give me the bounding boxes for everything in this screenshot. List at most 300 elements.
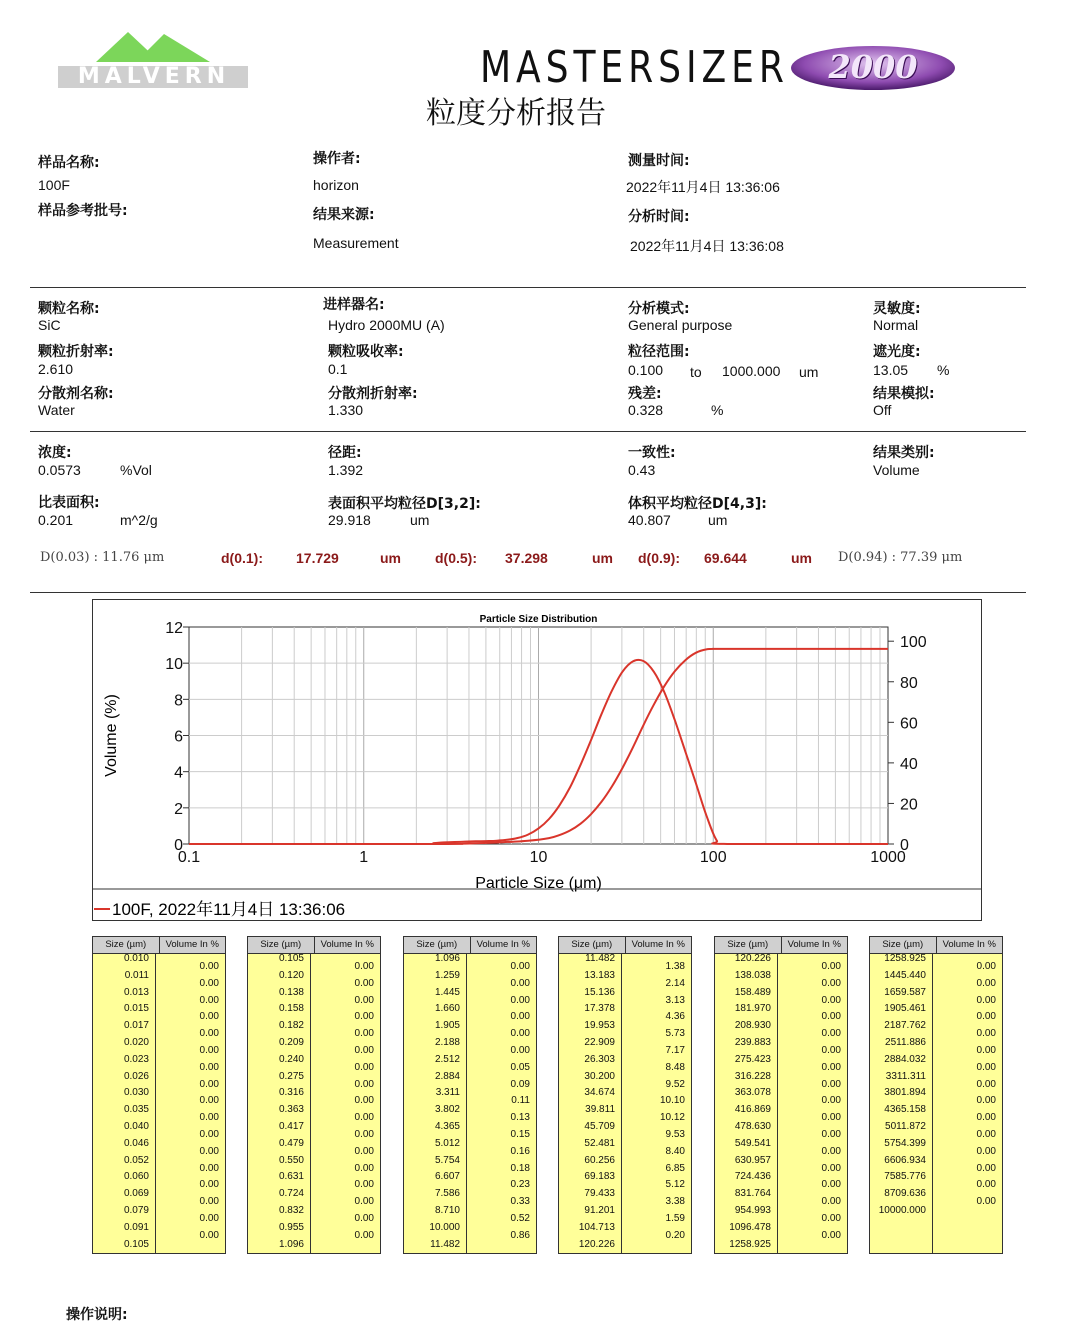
sample-batch-label: 样品参考批号: — [38, 203, 128, 219]
volume-cell: 0.52 — [510, 1213, 530, 1224]
y2-tick-label: 60 — [900, 715, 918, 733]
operator-value: horizon — [313, 177, 359, 193]
volume-cell: 0.11 — [511, 1095, 530, 1107]
size-cell: 39.811 — [585, 1104, 615, 1116]
size-cell: 0.017 — [123, 1020, 149, 1032]
volume-cell: 4.36 — [665, 1011, 685, 1023]
volume-cell: 0.23 — [510, 1179, 530, 1191]
size-cell: 954.993 — [734, 1205, 771, 1216]
size-cell: 45.709 — [584, 1121, 615, 1132]
volume-cell: 5.12 — [665, 1179, 685, 1191]
table-header — [559, 937, 691, 954]
volume-header: Volume In % — [631, 939, 685, 950]
x-tick-label: 10 — [529, 849, 548, 866]
size-cell: 17.378 — [584, 1003, 615, 1015]
d094-value: D(0.94) : 77.39 μm — [838, 550, 963, 565]
accessory-label: 进样器名: — [323, 297, 385, 313]
emulation-label: 结果模拟: — [873, 386, 935, 402]
size-cell: 0.479 — [278, 1137, 304, 1149]
size-cell: 1.905 — [434, 1020, 460, 1032]
volume-cell: 6.85 — [665, 1162, 685, 1174]
volume-cell: 0.00 — [821, 1028, 841, 1040]
size-cell: 7585.776 — [884, 1171, 926, 1183]
volume-cell: 0.00 — [354, 1145, 374, 1157]
size-range-unit: um — [799, 364, 819, 380]
obscuration-unit: % — [937, 362, 950, 378]
measure-time-label: 测量时间: — [628, 153, 690, 169]
size-cell: 1905.461 — [884, 1003, 926, 1015]
volume-cell: 0.00 — [821, 1112, 841, 1124]
x-tick-label: 0.1 — [177, 849, 201, 866]
size-cell: 0.138 — [278, 986, 304, 998]
size-cell: 0.040 — [123, 1121, 149, 1132]
span-label: 径距: — [328, 445, 362, 461]
psd-chart — [92, 599, 982, 921]
volume-cell: 0.18 — [510, 1162, 530, 1174]
dispersant-label: 分散剂名称: — [38, 386, 114, 402]
size-range-to: to — [690, 364, 702, 380]
volume-cell: 0.00 — [821, 994, 841, 1006]
result-table — [247, 936, 381, 1254]
analysis-mode-label: 分析模式: — [628, 301, 690, 317]
volume-cell: 0.00 — [199, 977, 219, 989]
concentration-label: 浓度: — [38, 445, 72, 461]
sensitivity-value: Normal — [873, 317, 919, 333]
volume-cell: 0.15 — [510, 1129, 530, 1140]
volume-cell: 0.00 — [821, 1229, 841, 1241]
particle-name-label: 颗粒名称: — [38, 301, 100, 317]
result-table — [714, 936, 848, 1254]
volume-cell: 0.00 — [976, 1196, 996, 1208]
ri-value: 2.610 — [38, 361, 74, 377]
malvern-logo — [58, 28, 250, 92]
concentration-value: 0.0573 — [38, 462, 81, 478]
size-cell: 104.713 — [578, 1221, 615, 1233]
x-axis-label: Particle Size (μm) — [475, 875, 602, 892]
volume-cell: 7.17 — [665, 1045, 685, 1056]
d01-label: d(0.1): — [221, 550, 263, 566]
size-cell: 0.060 — [123, 1171, 149, 1183]
volume-cell: 0.00 — [976, 1145, 996, 1157]
size-cell: 10000.000 — [878, 1205, 926, 1216]
uniformity-value: 0.43 — [628, 462, 656, 478]
y2-tick-label: 0 — [900, 837, 909, 854]
particle-name-value: SiC — [38, 317, 61, 333]
volume-cell: 9.52 — [665, 1078, 685, 1090]
size-range-max: 1000.000 — [722, 363, 781, 379]
size-cell: 1096.478 — [729, 1221, 771, 1233]
d01-unit: um — [380, 550, 401, 566]
size-cell: 0.023 — [123, 1053, 149, 1065]
size-cell: 138.038 — [734, 969, 771, 981]
volume-cell: 10.10 — [659, 1095, 685, 1107]
volume-cell: 0.00 — [354, 1061, 374, 1073]
volume-cell: 0.00 — [821, 1061, 841, 1073]
volume-cell: 0.00 — [976, 961, 996, 972]
size-cell: 0.030 — [123, 1087, 149, 1099]
volume-cell: 9.53 — [665, 1129, 685, 1140]
y2-tick-label: 40 — [900, 755, 918, 773]
divider-3 — [30, 592, 1026, 593]
d09-value: 69.644 — [704, 550, 747, 566]
product-badge — [790, 44, 956, 92]
d32-label: 表面积平均粒径D[3,2]: — [328, 496, 481, 512]
volume-cell: 0.00 — [199, 1179, 219, 1191]
size-cell: 6606.934 — [884, 1154, 926, 1166]
size-cell: 19.953 — [584, 1020, 615, 1032]
dispersant-value: Water — [38, 402, 75, 418]
volume-cell: 0.33 — [510, 1196, 530, 1208]
product-name: MASTERSIZER — [480, 42, 789, 93]
size-header: Size (µm) — [248, 937, 315, 953]
size-cell: 0.105 — [123, 1238, 149, 1250]
volume-cell: 0.00 — [354, 1229, 374, 1241]
operator-label: 操作者: — [313, 151, 361, 167]
volume-cell: 0.16 — [510, 1145, 530, 1157]
obscuration-label: 遮光度: — [873, 344, 921, 360]
size-cell: 0.955 — [278, 1221, 304, 1233]
volume-header: Volume In % — [476, 939, 530, 950]
result-source-label: 结果来源: — [313, 207, 375, 223]
y-axis-label: Volume (%) — [103, 694, 120, 777]
result-table — [92, 936, 226, 1254]
size-cell: 3311.311 — [885, 1070, 926, 1082]
volume-cell: 0.09 — [510, 1078, 530, 1090]
size-cell: 0.120 — [278, 969, 304, 981]
volume-cell: 0.00 — [821, 1129, 841, 1140]
size-cell: 478.630 — [734, 1121, 771, 1132]
volume-cell: 0.20 — [665, 1229, 685, 1241]
size-cell: 60.256 — [584, 1154, 615, 1166]
d43-label: 体积平均粒径D[4,3]: — [628, 496, 767, 512]
volume-cell: 0.00 — [510, 977, 530, 989]
result-table — [558, 936, 692, 1254]
result-table — [869, 936, 1003, 1254]
volume-cell: 0.00 — [199, 1162, 219, 1174]
size-cell: 0.158 — [278, 1003, 304, 1015]
result-units-label: 结果类别: — [873, 445, 935, 461]
size-header: Size (µm) — [559, 937, 626, 953]
volume-header: Volume In % — [787, 939, 841, 950]
size-cell: 416.869 — [734, 1104, 771, 1116]
divider-1 — [30, 287, 1026, 288]
volume-cell: 0.00 — [354, 1129, 374, 1140]
size-range-min: 0.100 — [628, 362, 664, 378]
size-cell: 5.754 — [434, 1154, 460, 1166]
sensitivity-label: 灵敏度: — [873, 301, 921, 317]
d05-label: d(0.5): — [435, 550, 477, 566]
y-tick-label: 8 — [174, 692, 183, 710]
y-tick-label: 0 — [174, 837, 183, 854]
residual-value: 0.328 — [628, 402, 664, 418]
sample-name-value: 100F — [38, 177, 70, 193]
d01-value: 17.729 — [296, 550, 339, 566]
d43-value: 40.807 — [628, 512, 671, 528]
volume-cell: 0.00 — [510, 1028, 530, 1040]
table-header — [715, 937, 847, 954]
ssa-label: 比表面积: — [38, 495, 100, 511]
size-cell: 0.035 — [123, 1104, 149, 1116]
volume-cell: 0.00 — [354, 977, 374, 989]
size-cell: 1.096 — [278, 1238, 304, 1250]
size-cell: 15.136 — [584, 986, 615, 998]
y-tick-label: 2 — [174, 800, 183, 818]
result-source-value: Measurement — [313, 235, 399, 251]
residual-unit: % — [711, 402, 724, 418]
size-cell: 120.226 — [734, 953, 771, 964]
volume-cell: 0.05 — [510, 1061, 530, 1073]
malvern-logo-text: MALVERN — [77, 64, 231, 89]
size-cell: 0.724 — [278, 1188, 304, 1200]
d003-value: D(0.03) : 11.76 μm — [40, 550, 165, 565]
size-cell: 8.710 — [434, 1205, 460, 1216]
size-range-label: 粒径范围: — [628, 344, 690, 360]
analysis-time-label: 分析时间: — [628, 209, 690, 225]
size-cell: 0.631 — [278, 1171, 304, 1183]
size-cell: 158.489 — [734, 986, 771, 998]
size-header: Size (µm) — [870, 937, 937, 953]
size-cell: 0.010 — [123, 953, 149, 964]
volume-cell: 0.00 — [976, 1011, 996, 1023]
size-cell: 0.363 — [278, 1104, 304, 1116]
emulation-value: Off — [873, 402, 892, 418]
size-cell: 26.303 — [584, 1053, 615, 1065]
analysis-time-value: 2022年11月4日 13:36:08 — [630, 238, 784, 254]
volume-cell: 0.86 — [510, 1229, 530, 1241]
volume-cell: 0.00 — [354, 994, 374, 1006]
volume-cell: 0.00 — [510, 1011, 530, 1023]
volume-cell: 0.00 — [199, 1045, 219, 1056]
x-tick-label: 1 — [359, 849, 369, 866]
volume-cell: 0.00 — [821, 977, 841, 989]
volume-cell: 0.00 — [821, 1045, 841, 1056]
legend-label: 100F, 2022年11月4日 13:36:06 — [112, 900, 346, 919]
y2-tick-label: 20 — [900, 796, 918, 814]
volume-header: Volume In % — [320, 939, 374, 950]
size-cell: 2511.886 — [885, 1037, 926, 1048]
volume-cell: 0.00 — [976, 1129, 996, 1140]
volume-cell: 0.00 — [354, 1095, 374, 1107]
volume-cell: 0.00 — [510, 1045, 530, 1056]
table-header — [93, 937, 225, 954]
size-cell: 1659.587 — [884, 986, 926, 998]
volume-cell: 3.38 — [665, 1196, 685, 1208]
size-cell: 5.012 — [434, 1137, 460, 1149]
size-cell: 2884.032 — [884, 1053, 926, 1065]
size-cell: 275.423 — [734, 1053, 771, 1065]
size-cell: 11.482 — [585, 953, 615, 964]
volume-cell: 0.00 — [354, 1112, 374, 1124]
volume-cell: 0.00 — [354, 1078, 374, 1090]
size-cell: 0.011 — [124, 969, 149, 981]
volume-cell: 0.00 — [354, 1196, 374, 1208]
size-cell: 4365.158 — [884, 1104, 926, 1116]
size-cell: 1445.440 — [884, 969, 926, 981]
volume-cell: 0.00 — [976, 1078, 996, 1090]
volume-cell: 0.00 — [199, 1129, 219, 1140]
size-cell: 0.105 — [278, 953, 304, 964]
y-tick-label: 6 — [174, 728, 183, 746]
y-tick-label: 10 — [165, 656, 183, 674]
size-cell: 0.069 — [123, 1188, 149, 1200]
volume-cell: 0.00 — [821, 1078, 841, 1090]
size-header: Size (µm) — [715, 937, 782, 953]
size-cell: 0.275 — [278, 1070, 304, 1082]
table-header — [404, 937, 536, 954]
ssa-value: 0.201 — [38, 512, 74, 528]
accessory-value: Hydro 2000MU (A) — [328, 317, 445, 333]
badge-text: 2000 — [828, 48, 918, 86]
size-cell: 363.078 — [734, 1087, 771, 1099]
volume-header: Volume In % — [942, 939, 996, 950]
table-header — [870, 937, 1002, 954]
volume-cell: 0.00 — [199, 1112, 219, 1124]
volume-cell: 1.38 — [665, 961, 685, 972]
size-cell: 3.802 — [434, 1104, 460, 1116]
volume-cell: 0.00 — [821, 1145, 841, 1157]
y-tick-label: 4 — [174, 764, 183, 782]
volume-cell: 0.00 — [821, 1213, 841, 1224]
obscuration-value: 13.05 — [873, 362, 909, 378]
size-cell: 52.481 — [584, 1137, 615, 1149]
volume-cell: 0.00 — [354, 1213, 374, 1224]
size-cell: 10.000 — [429, 1221, 460, 1233]
size-cell: 0.046 — [123, 1137, 149, 1149]
size-cell: 0.182 — [278, 1020, 304, 1032]
volume-cell: 0.00 — [510, 994, 530, 1006]
size-cell: 2187.762 — [884, 1020, 926, 1032]
size-cell: 630.957 — [734, 1154, 771, 1166]
uniformity-label: 一致性: — [628, 445, 676, 461]
report-title: 粒度分析报告 — [426, 96, 606, 131]
chart-title: Particle Size Distribution — [479, 614, 598, 625]
dispersant-ri-value: 1.330 — [328, 402, 364, 418]
y-tick-label: 12 — [165, 620, 183, 637]
size-cell: 69.183 — [584, 1171, 615, 1183]
volume-cell: 0.00 — [821, 1095, 841, 1107]
absorption-label: 颗粒吸收率: — [328, 344, 404, 360]
volume-header: Volume In % — [165, 939, 219, 950]
span-value: 1.392 — [328, 462, 364, 478]
volume-cell: 0.00 — [821, 1196, 841, 1208]
volume-cell: 0.00 — [199, 1213, 219, 1224]
size-cell: 1.445 — [434, 986, 460, 998]
volume-cell: 0.00 — [354, 1011, 374, 1023]
size-cell: 831.764 — [734, 1188, 771, 1200]
volume-cell: 0.00 — [976, 977, 996, 989]
size-cell: 5754.399 — [884, 1137, 926, 1149]
volume-cell: 0.00 — [976, 1095, 996, 1107]
volume-cell: 0.00 — [510, 961, 530, 972]
size-cell: 2.884 — [434, 1070, 460, 1082]
size-cell: 0.417 — [278, 1121, 304, 1132]
size-cell: 11.482 — [430, 1238, 460, 1250]
size-cell: 1.259 — [434, 969, 460, 981]
volume-cell: 0.00 — [976, 1162, 996, 1174]
volume-cell: 0.00 — [354, 1162, 374, 1174]
volume-cell: 0.00 — [199, 1229, 219, 1241]
result-table — [403, 936, 537, 1254]
size-cell: 22.909 — [584, 1037, 615, 1048]
size-cell: 8709.636 — [884, 1188, 926, 1200]
size-cell: 0.209 — [278, 1037, 304, 1048]
volume-cell: 10.12 — [659, 1112, 685, 1124]
d09-label: d(0.9): — [638, 550, 680, 566]
volume-cell: 0.00 — [976, 1045, 996, 1056]
size-cell: 239.883 — [734, 1037, 771, 1048]
volume-cell: 2.14 — [665, 977, 685, 989]
size-cell: 1258.925 — [884, 953, 926, 964]
d09-unit: um — [791, 550, 812, 566]
volume-cell: 0.00 — [199, 1095, 219, 1107]
y2-tick-label: 80 — [900, 674, 918, 692]
d32-unit: um — [410, 512, 430, 528]
size-cell: 0.052 — [123, 1154, 149, 1166]
divider-2 — [30, 431, 1026, 432]
size-cell: 120.226 — [578, 1238, 615, 1250]
volume-cell: 0.00 — [821, 1011, 841, 1023]
volume-cell: 0.00 — [821, 961, 841, 972]
volume-cell: 0.00 — [199, 961, 219, 972]
size-cell: 0.832 — [278, 1205, 304, 1216]
x-tick-label: 1000 — [870, 849, 906, 866]
d05-value: 37.298 — [505, 550, 548, 566]
volume-cell: 0.00 — [821, 1162, 841, 1174]
measure-time-value: 2022年11月4日 13:36:06 — [626, 179, 780, 195]
size-cell: 549.541 — [734, 1137, 771, 1149]
ssa-unit: m^2/g — [120, 512, 158, 528]
d43-unit: um — [708, 512, 728, 528]
volume-cell: 0.00 — [976, 1061, 996, 1073]
size-cell: 0.015 — [123, 1003, 149, 1015]
volume-cell: 5.73 — [665, 1028, 685, 1040]
volume-cell: 0.00 — [976, 1028, 996, 1040]
volume-cell: 0.00 — [976, 1112, 996, 1124]
size-cell: 0.316 — [278, 1087, 304, 1099]
size-cell: 0.020 — [123, 1037, 149, 1048]
size-cell: 13.183 — [584, 969, 615, 981]
size-cell: 6.607 — [434, 1171, 460, 1183]
size-cell: 30.200 — [584, 1070, 615, 1082]
size-header: Size (µm) — [404, 937, 471, 953]
size-cell: 3.311 — [435, 1087, 460, 1099]
size-cell: 91.201 — [584, 1205, 615, 1216]
volume-cell: 0.00 — [199, 1145, 219, 1157]
volume-cell: 0.00 — [199, 1196, 219, 1208]
size-cell: 208.930 — [734, 1020, 771, 1032]
size-cell: 2.188 — [434, 1037, 460, 1048]
volume-cell: 0.00 — [976, 1179, 996, 1191]
size-cell: 1.096 — [434, 953, 460, 964]
volume-cell: 0.00 — [199, 1011, 219, 1023]
size-cell: 0.079 — [123, 1205, 149, 1216]
volume-cell: 3.13 — [665, 994, 685, 1006]
volume-cell: 0.00 — [199, 1078, 219, 1090]
size-cell: 34.674 — [584, 1087, 615, 1099]
volume-cell: 0.00 — [354, 1028, 374, 1040]
size-cell: 79.433 — [584, 1188, 615, 1200]
size-cell: 0.013 — [123, 986, 149, 998]
d05-unit: um — [592, 550, 613, 566]
analysis-mode-value: General purpose — [628, 317, 733, 333]
absorption-value: 0.1 — [328, 361, 348, 377]
volume-cell: 0.00 — [354, 961, 374, 972]
result-units-value: Volume — [873, 462, 920, 478]
size-cell: 0.240 — [278, 1053, 304, 1065]
x-tick-label: 100 — [699, 849, 727, 866]
volume-cell: 0.00 — [199, 1028, 219, 1040]
size-cell: 0.091 — [123, 1221, 149, 1233]
